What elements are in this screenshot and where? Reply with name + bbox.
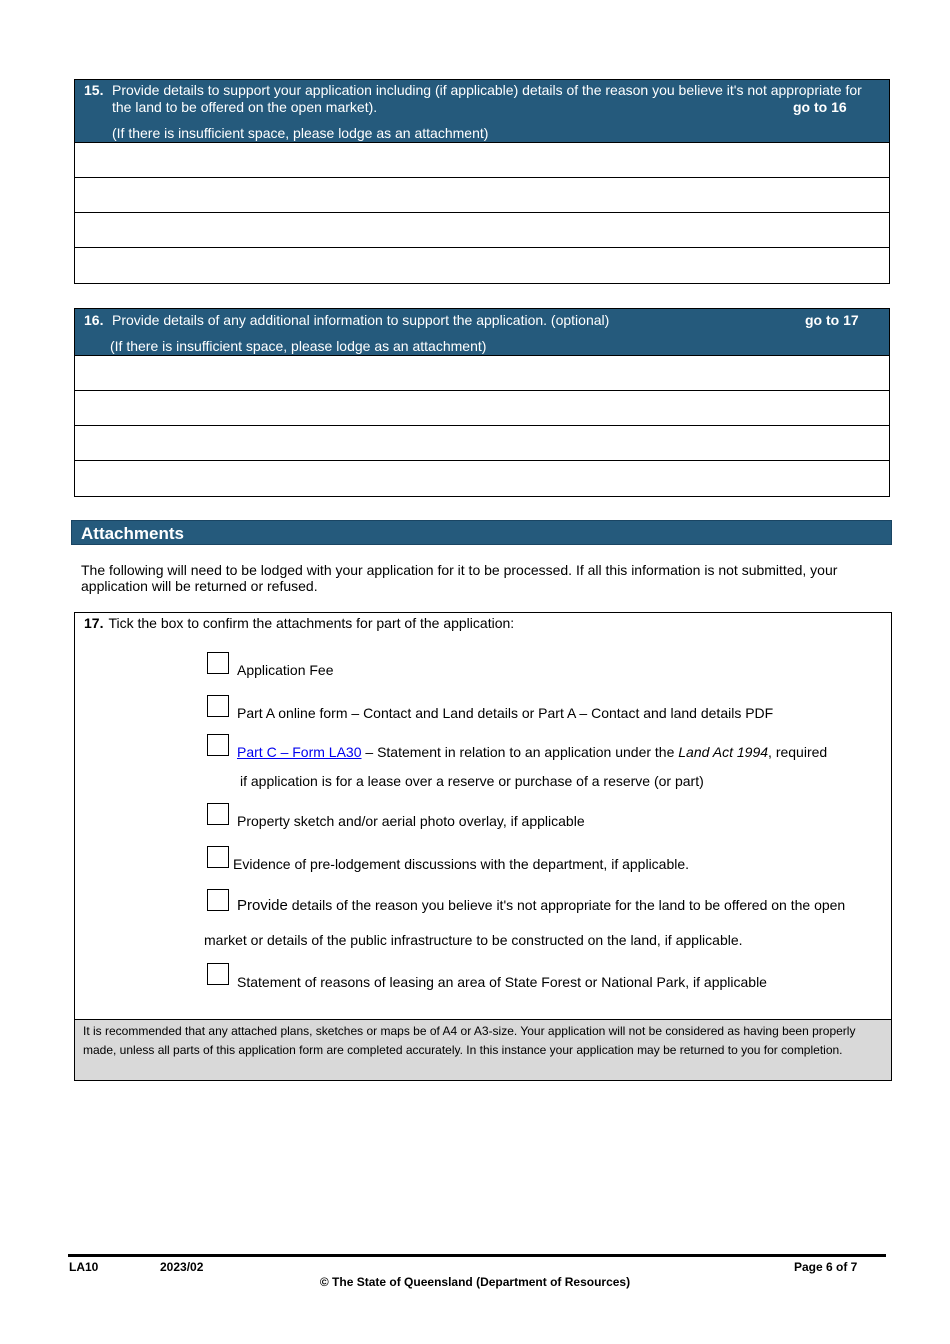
provide-rest: details of the reason you believe it's not appropriate for the land to be offered on the open (287, 897, 846, 913)
question-17-title (84, 615, 514, 631)
attachments-heading: Attachments (71, 520, 892, 545)
label-part-c-line2: if application is for a lease over a reserve or purchase of a reserve (or part) (240, 773, 704, 789)
footer-divider (68, 1254, 886, 1257)
question-16-text: Provide details of any additional information to support the application. (optional) (112, 312, 610, 328)
answer-row-q16-4[interactable] (75, 461, 889, 496)
question-16-block (74, 308, 890, 497)
checkbox-property-sketch[interactable] (207, 803, 229, 825)
checkbox-part-c[interactable] (207, 734, 229, 756)
answer-row-q15-4[interactable] (75, 248, 889, 283)
answer-row-q15-1[interactable] (75, 143, 889, 178)
question-15-text-line2: the land to be offered on the open market). (112, 99, 378, 115)
question-15-header (75, 80, 889, 143)
footer-page-number: Page 6 of 7 (794, 1260, 858, 1274)
answer-row-q15-2[interactable] (75, 178, 889, 213)
label-part-a: Part A online form – Contact and Land details or Part A – Contact and land details PDF (237, 705, 774, 721)
label-state-forest-statement: Statement of reasons of leasing an area of State Forest or National Park, if applicable (237, 974, 767, 990)
question-15-text-line1: Provide details to support your application including (if applicable) details of the reason you believe it's not appropriate for (112, 82, 862, 98)
question-15-block (74, 79, 890, 284)
question-16-header (75, 309, 889, 356)
label-part-c (237, 744, 827, 760)
label-pre-lodgement-evidence: Evidence of pre-lodgement discussions with the department, if applicable. (233, 856, 690, 872)
checkbox-part-a[interactable] (207, 695, 229, 717)
checkbox-application-fee[interactable] (207, 652, 229, 674)
footer-form-code: LA10 (69, 1260, 99, 1274)
label-provide-details (237, 897, 845, 914)
checkbox-provide-details[interactable] (207, 889, 229, 911)
attachment-size-note: It is recommended that any attached plans, sketches or maps be of A4 or A3-size. Your application will not be considered as having been properly made, unless all parts of this application form are completed accurately. In this instance your application may be returned to you for completion. (75, 1019, 891, 1080)
answer-row-q16-1[interactable] (75, 356, 889, 391)
question-16-number: 16. (84, 312, 104, 328)
footer-copyright: © The State of Queensland (Department of Resources) (319, 1275, 631, 1289)
question-15-note: (If there is insufficient space, please lodge as an attachment) (112, 125, 489, 141)
checkbox-pre-lodgement-evidence[interactable] (207, 846, 229, 868)
checkbox-state-forest-statement[interactable] (207, 963, 229, 985)
part-c-mid-text: – Statement in relation to an application under the (361, 744, 679, 760)
part-c-form-la30-link[interactable]: Part C – Form LA30 (237, 744, 362, 760)
answer-row-q15-3[interactable] (75, 213, 889, 248)
provide-word: Provide (237, 897, 288, 914)
question-15-number: 15. (84, 82, 104, 98)
label-property-sketch: Property sketch and/or aerial photo overlay, if applicable (237, 813, 585, 829)
land-act-title: Land Act 1994 (678, 744, 769, 760)
question-17-block (74, 612, 892, 1081)
question-17-number: 17. (84, 615, 104, 631)
question-16-goto: go to 17 (805, 312, 859, 328)
question-16-note: (If there is insufficient space, please lodge as an attachment) (110, 338, 487, 354)
part-c-end-text: , required (768, 744, 828, 760)
attachments-intro: The following will need to be lodged with your application for it to be processed. If all this information is not submitted, your application will be returned or refused. (81, 562, 838, 594)
answer-row-q16-2[interactable] (75, 391, 889, 426)
answer-row-q16-3[interactable] (75, 426, 889, 461)
label-application-fee: Application Fee (237, 662, 334, 678)
question-15-goto: go to 16 (793, 99, 847, 115)
label-provide-details-line2: market or details of the public infrastructure to be constructed on the land, if applicable. (204, 932, 743, 948)
question-17-text: Tick the box to confirm the attachments for part of the application: (108, 615, 515, 631)
footer-version: 2023/02 (160, 1260, 204, 1274)
